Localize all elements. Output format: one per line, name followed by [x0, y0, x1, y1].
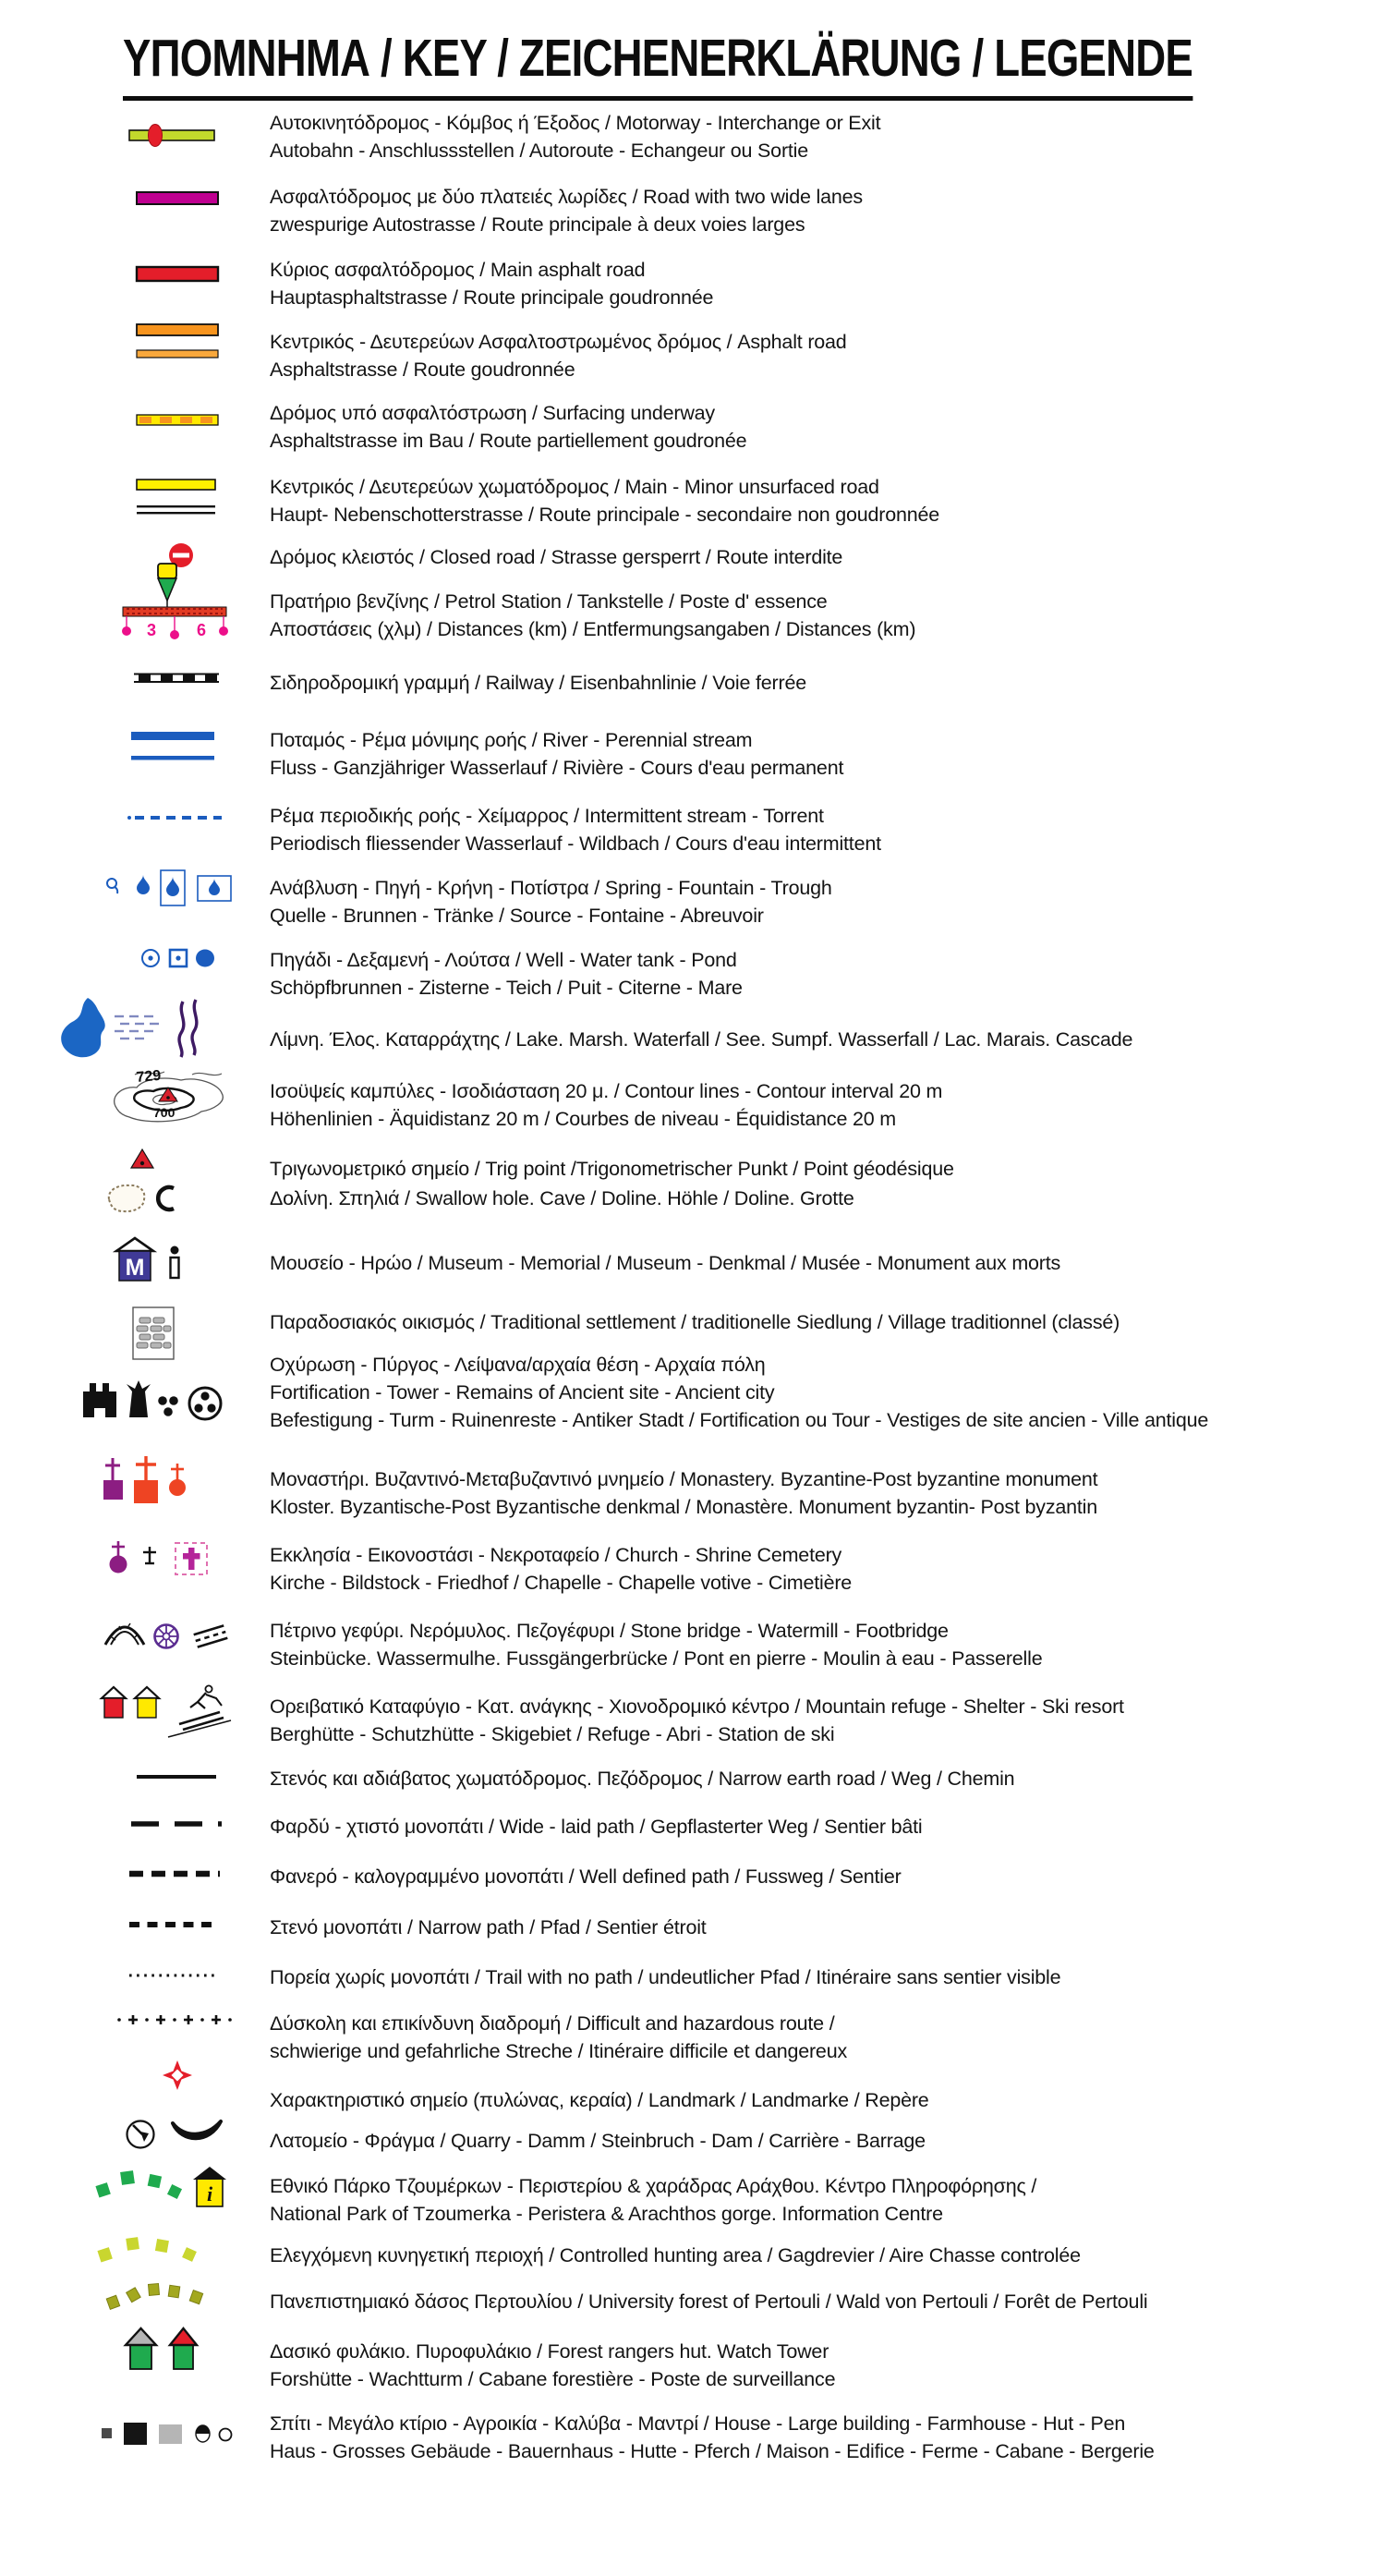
svg-text:i: i: [206, 2182, 213, 2205]
legend-text: Berghütte - Schutzhütte - Skigebiet / Refuge - Abri - Station de ski: [270, 1723, 835, 1745]
legend-text: Κύριος ασφαλτόδρομος / Main asphalt road: [270, 259, 646, 281]
legend-text: schwierige und gefahrliche Streche / Itinéraire difficile et dangereux: [270, 2040, 847, 2062]
dam-icon: [173, 2121, 221, 2138]
farmhouse-icon: [159, 2424, 182, 2444]
monument-ball-cross-icon: [169, 1464, 186, 1496]
landmark-icon: [163, 2060, 192, 2090]
monastery-icons: [102, 1456, 205, 1523]
legend-text: Haupt- Nebenschotterstrasse / Route principale - secondaire non goudronnée: [270, 504, 940, 526]
legend-text: Quelle - Brunnen - Tränke / Source - Fontaine - Abreuvoir: [270, 905, 764, 927]
memorial-icon: [171, 1246, 179, 1279]
well-tank-pond-icon: [140, 944, 216, 976]
legend-text: Στενό μονοπάτι / Narrow path / Pfad / Sentier étroit: [270, 1916, 707, 1938]
svg-text:M: M: [125, 1255, 145, 1281]
museum-icon: [116, 1238, 153, 1281]
watermill-icon: [155, 1625, 178, 1648]
legend-text: Μουσείο - Ηρώο / Museum - Memorial / Museum - Denkmal / Musée - Monument aux morts: [270, 1252, 1061, 1274]
legend-text: Παραδοσιακός οικισμός / Traditional settlement / traditionelle Siedlung / Village traditionnel (classé): [270, 1311, 1120, 1333]
legend-text: Ποταμός - Ρέμα μόνιμης ροής / River - Perennial stream: [270, 729, 753, 751]
church-icons: [107, 1539, 222, 1587]
church-icon: [110, 1541, 127, 1574]
river-icon: [131, 730, 216, 763]
page-title: ΥΠΟΜΝΗΜΑ / KEY / ZEICHENERKLÄRUNG / LEGENDE: [123, 28, 1192, 101]
marsh-icon: [115, 1016, 159, 1039]
legend-text: Ισοϋψείς καμπύλες - Ισοδιάσταση 20 μ. / Contour lines - Contour interval 20 m: [270, 1080, 943, 1102]
legend-text: Πορεία χωρίς μονοπάτι / Trail with no path / undeutlicher Pfad / Itinéraire sans sentier visible: [270, 1966, 1061, 1988]
stone-bridge-icon: [105, 1623, 144, 1645]
legend-text: Asphaltstrasse / Route goudronnée: [270, 358, 575, 381]
legend-text: Αυτοκινητόδρομος - Κόμβος ή Έξοδος / Motorway - Interchange or Exit: [270, 112, 881, 134]
bridge-watermill-footbridge-icons: [103, 1613, 229, 1656]
two-wide-lanes-road-icon: [137, 190, 220, 209]
legend-text: Οχύρωση - Πύργος - Λείψανα/αρχαία θέση - Αρχαία πόλη: [270, 1354, 766, 1376]
spring-fountain-trough-icon: [103, 869, 256, 915]
cemetery-icon: [176, 1543, 207, 1574]
house-icon: [102, 2428, 112, 2438]
lake-marsh-waterfall-icon: [57, 996, 210, 1070]
legend-text: Haus - Grosses Gebäude - Bauernhaus - Hutte - Pferch / Maison - Edifice - Ferme - Cabane - Bergerie: [270, 2440, 1155, 2462]
svg-text:729: 729: [135, 1067, 162, 1086]
legend-text: Kirche - Bildstock - Friedhof / Chapelle - Chapelle votive - Cimetière: [270, 1572, 853, 1594]
information-centre-icon: [193, 2167, 226, 2206]
castle-icon: [83, 1383, 116, 1417]
swallow-hole-icon: [109, 1185, 145, 1211]
legend-text: Χαρακτηριστικό σημείο (πυλώνας, κεραία) / Landmark / Landmarke / Repère: [270, 2089, 929, 2111]
monastery-byzantine-icon: [134, 1456, 158, 1503]
legend-text: Δρόμος κλειστός / Closed road / Strasse gersperrt / Route interdite: [270, 546, 843, 568]
legend-text: Autobahn - Anschlussstellen / Autoroute - Echangeur ou Sortie: [270, 140, 809, 162]
hut-icon: [196, 2425, 210, 2442]
legend-text: Λατομείο - Φράγμα / Quarry - Damm / Steinbruch - Dam / Carrière - Barrage: [270, 2130, 926, 2152]
university-forest-icon: [106, 2280, 224, 2315]
refuge-shelter-ski-icons: [102, 1683, 240, 1743]
legend-text: Μοναστήρι. Βυζαντινό-Μεταβυζαντινό μνημείο / Monastery. Byzantine-Post byzantine monument: [270, 1468, 1098, 1490]
legend-text: Forshütte - Wachtturm / Cabane forestière - Poste de surveillance: [270, 2368, 836, 2390]
fortification-icons: [81, 1379, 229, 1423]
fountain-drop-icon: [137, 875, 150, 894]
ancient-remains-icon: [158, 1396, 178, 1416]
traditional-settlement-icon: [132, 1306, 176, 1362]
motorway-icon: [129, 122, 222, 150]
national-park-icons: [97, 2166, 237, 2216]
mountain-refuge-icon: [102, 1687, 126, 1718]
narrow-path-icon: [129, 1919, 222, 1930]
legend-text: Periodisch fliessender Wasserlauf - Wildbach / Cours d'eau intermittent: [270, 832, 881, 855]
legend-text: Δύσκολη και επικίνδυνη διαδρομή / Difficult and hazardous route /: [270, 2012, 835, 2035]
trail-no-path-icon: [129, 1971, 222, 1980]
legend-text: Πηγάδι - Δεξαμενή - Λούτσα / Well - Water tank - Pond: [270, 949, 737, 971]
unsurfaced-road-icon: [137, 478, 220, 516]
legend-text: Φαρδύ - χτιστό μονοπάτι / Wide - laid path / Gepflasterter Weg / Sentier bâti: [270, 1816, 923, 1838]
surfacing-underway-icon: [137, 413, 220, 428]
legend-text: Ασφαλτόδρομος με δύο πλατειές λωρίδες / Road with two wide lanes: [270, 186, 863, 208]
swallow-hole-cave-icon: [103, 1181, 181, 1216]
shrine-icon: [143, 1547, 156, 1563]
footbridge-icon: [194, 1625, 228, 1646]
watch-tower-icon: [170, 2328, 197, 2369]
legend-text: Πανεπιστημιακό δάσος Περτουλίου / University forest of Pertouli / Wald von Pertouli / Forêt de Pertouli: [270, 2290, 1148, 2313]
legend-text: Δολίνη. Σπηλιά / Swallow hole. Cave / Doline. Höhle / Doline. Grotte: [270, 1187, 854, 1209]
legend-text: Αποστάσεις (χλμ) / Distances (km) / Entfermungsangaben / Distances (km): [270, 618, 916, 640]
park-boundary-icon: [95, 2170, 182, 2199]
legend-text: Fortification - Tower - Remains of Ancient site - Ancient city: [270, 1381, 775, 1403]
ski-resort-icon: [168, 1685, 231, 1737]
hunting-area-icon: [97, 2232, 215, 2269]
legend-text: Ανάβλυση - Πηγή - Κρήνη - Ποτίστρα / Spring - Fountain - Trough: [270, 877, 832, 899]
museum-memorial-icon: [115, 1236, 189, 1286]
house-buildings-icons: [100, 2417, 238, 2450]
contour-lines-icon: [109, 1067, 229, 1136]
legend-text: Εκκλησία - Εικονοστάσι - Νεκροταφείο / Church - Shrine Cemetery: [270, 1544, 842, 1566]
monastery-purple-icon: [103, 1458, 123, 1500]
railway-icon: [134, 671, 219, 686]
waterfall-icon: [179, 1000, 197, 1057]
narrow-earth-road-icon: [137, 1772, 220, 1781]
water-tank-icon: [170, 950, 187, 966]
legend-text: Κεντρικός / Δευτερεύων χωματόδρομος / Main - Minor unsurfaced road: [270, 476, 879, 498]
legend-text: Φανερό - καλογραμμένο μονοπάτι / Well defined path / Fussweg / Sentier: [270, 1865, 902, 1888]
tower-icon: [127, 1380, 151, 1417]
legend-text: Πέτρινο γεφύρι. Νερόμυλος. Πεζογέφυρι / Stone bridge - Watermill - Footbridge: [270, 1620, 949, 1642]
quarry-dam-icons: [125, 2114, 228, 2155]
legend-text: Befestigung - Turm - Ruinenreste - Antiker Stadt / Fortification ou Tour - Vestiges de site ancien - Ville antique: [270, 1409, 1209, 1431]
large-building-icon: [124, 2423, 147, 2445]
fountain-box-icon: [161, 870, 185, 905]
legend-text: Λίμνη. Έλος. Καταρράχτης / Lake. Marsh. Waterfall / See. Sumpf. Wasserfall / Lac. Marais. Cascade: [270, 1028, 1133, 1051]
intermittent-stream-icon: [127, 812, 224, 823]
cave-icon: [158, 1187, 174, 1209]
wide-laid-path-icon: [131, 1818, 224, 1829]
shelter-icon: [135, 1687, 159, 1718]
well-icon: [142, 950, 159, 966]
legend-text: Hauptasphaltstrasse / Route principale goudronnée: [270, 286, 714, 309]
legend-text: Κεντρικός - Δευτερεύων Ασφαλτοστρωμένος δρόμος / Asphalt road: [270, 331, 847, 353]
trough-box-icon: [198, 876, 231, 901]
petrol-station-distances-icon: [123, 562, 248, 647]
svg-text:700: 700: [153, 1105, 176, 1120]
legend-text: Στενός και αδιάβατος χωματόδρομος. Πεζόδρομος / Narrow earth road / Weg / Chemin: [270, 1768, 1015, 1790]
forest-hut-watchtower-icons: [125, 2325, 208, 2384]
legend-text: Höhenlinien - Äquidistanz 20 m / Courbes de niveau - Équidistance 20 m: [270, 1108, 896, 1130]
spring-icon: [107, 879, 117, 893]
asphalt-road-icon: [137, 322, 220, 365]
legend-text: Kloster. Byzantische-Post Byzantische denkmal / Monastère. Monument byzantin- Post byzantin: [270, 1496, 1097, 1518]
well-defined-path-icon: [129, 1868, 222, 1879]
svg-text:6: 6: [197, 621, 207, 639]
main-asphalt-road-icon: [137, 264, 220, 286]
legend-text: zwespurige Autostrasse / Route principale à deux voies larges: [270, 213, 805, 236]
pond-icon: [196, 950, 214, 967]
legend-text: Steinbücke. Wassermulhe. Fussgängerbrücke / Pont en pierre - Moulin à eau - Passerelle: [270, 1647, 1043, 1670]
lake-icon: [61, 998, 105, 1057]
difficult-route-icon: [116, 2012, 236, 2027]
legend-text: Ορειβατικό Καταφύγιο - Κατ. ανάγκης - Χιονοδρομικό κέντρο / Mountain refuge - Shelter - Ski resort: [270, 1695, 1124, 1718]
svg-text:3: 3: [147, 621, 157, 639]
legend-text: Τριγωνομετρικό σημείο / Trig point /Trigonometrischer Punkt / Point géodésique: [270, 1158, 954, 1180]
legend-text: Εθνικό Πάρκο Τζουμέρκων - Περιστερίου & χαράδρας Αράχθου. Κέντρο Πληροφόρησης /: [270, 2175, 1037, 2197]
legend-text: Πρατήριο βενζίνης / Petrol Station / Tankstelle / Poste d' essence: [270, 590, 828, 613]
legend-text: Σπίτι - Μεγάλο κτίριο - Αγροικία - Καλύβα - Μαντρί / House - Large building - Farmhouse - Hut - Pen: [270, 2412, 1126, 2435]
legend-text: Asphaltstrasse im Bau / Route partiellement goudronée: [270, 430, 747, 452]
ancient-city-icon: [189, 1388, 221, 1419]
legend-text: Fluss - Ganzjähriger Wasserlauf / Rivière - Cours d'eau permanent: [270, 757, 844, 779]
legend-text: Δρόμος υπό ασφαλτόστρωση / Surfacing underway: [270, 402, 715, 424]
legend-text: Schöpfbrunnen - Zisterne - Teich / Puit - Citerne - Mare: [270, 977, 743, 999]
trig-point-icon: [129, 1148, 155, 1171]
legend-text: National Park of Tzoumerka - Peristera & Arachthos gorge. Information Centre: [270, 2203, 943, 2225]
legend-text: Ρέμα περιοδικής ροής - Χείμαρρος / Intermittent stream - Torrent: [270, 805, 824, 827]
forest-rangers-hut-icon: [126, 2328, 156, 2369]
legend-text: Ελεγχόμενη κυνηγετική περιοχή / Controlled hunting area / Gagdrevier / Aire Chasse controlée: [270, 2244, 1081, 2266]
legend-text: Δασικό φυλάκιο. Πυροφυλάκιο / Forest rangers hut. Watch Tower: [270, 2340, 829, 2363]
quarry-icon: [127, 2121, 154, 2148]
legend-text: Σιδηροδρομική γραμμή / Railway / Eisenbahnlinie / Voie ferrée: [270, 672, 806, 694]
pen-icon: [220, 2429, 232, 2441]
